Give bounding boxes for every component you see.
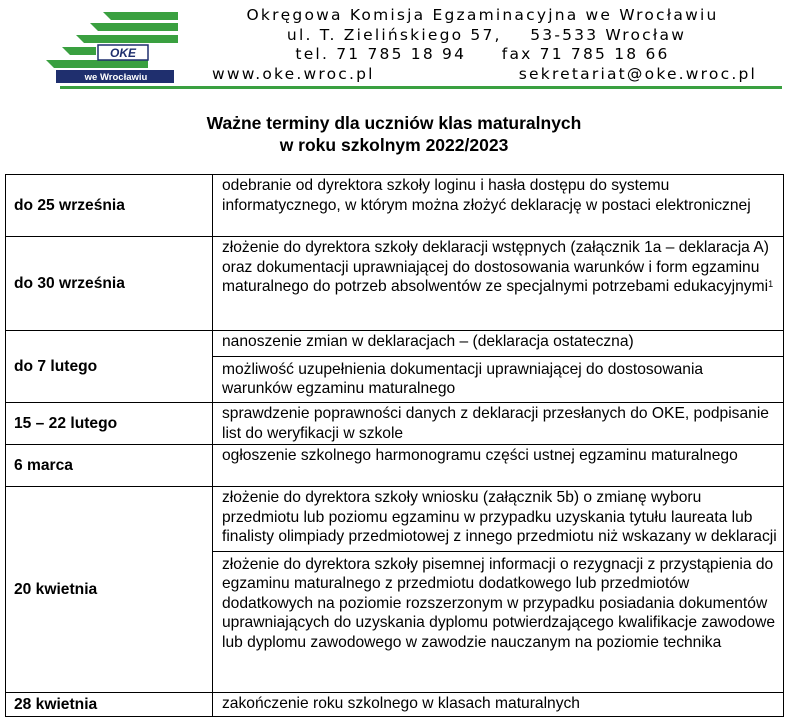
- table-row: [6, 331, 784, 403]
- page-title: [0, 112, 788, 156]
- phone: tel. 71 785 18 94: [295, 45, 467, 63]
- table-row: [6, 175, 784, 237]
- description-cell: zakończenie roku szkolnego w klasach maturalnych: [213, 693, 784, 717]
- title-line-2: w roku szkolnym 2022/2023: [279, 135, 509, 155]
- description-item: możliwość uzupełnienia dokumentacji uprawniającej do dostosowania warunków egzaminu maturalnego: [213, 356, 783, 399]
- table-row: [6, 445, 784, 487]
- table-row: [6, 693, 784, 717]
- date-cell: 20 kwietnia: [6, 487, 213, 693]
- email-link[interactable]: sekretariat@oke.wroc.pl: [518, 64, 757, 83]
- table-row: [6, 237, 784, 331]
- logo-subtext: we Wrocławiu: [84, 72, 148, 83]
- schedule-table: [5, 174, 784, 717]
- description-item: złożenie do dyrektora szkoły pisemnej informacji o rezygnacji z przystąpienia do egzaminu maturalnego z przedmiotu dodatkowego lub przedmiotów dodatkowych na poziomie rozszerzonym w przypadku posiadania dokumentów uprawniających do uzyskania dyplomu potwierdzającego kwalifikacje zawodowe lub dyplomu zawodowego w zawodzie nauczanym na poziomie technika: [213, 551, 783, 653]
- description-item: złożenie do dyrektora szkoły wniosku (załącznik 5b) o zmianę wyboru przedmiotu lub poziomu egzaminu w przypadku uzyskania tytułu laureata lub finalisty olimpiady przedmiotowej z innego przedmiotu niż wskazany w deklaracji: [222, 489, 777, 545]
- website-link[interactable]: www.oke.wroc.pl: [212, 64, 375, 83]
- description-cell: ogłoszenie szkolnego harmonogramu części ustnej egzaminu maturalnego: [213, 445, 784, 487]
- org-address: [190, 26, 775, 46]
- address-city: 53-533 Wrocław: [530, 25, 687, 44]
- footnote-marker: 1: [768, 279, 774, 289]
- logo-text: OKE: [109, 46, 137, 60]
- description-cell: odebranie od dyrektora szkoły loginu i hasła dostępu do systemu informatycznego, w którym można złożyć deklarację w postaci elektronicznej: [213, 175, 784, 237]
- description-cell: [213, 487, 784, 693]
- title-line-1: Ważne terminy dla uczniów klas maturalnych: [206, 113, 582, 133]
- date-cell: do 30 września: [6, 237, 213, 331]
- org-phone-fax: [190, 45, 775, 65]
- date-cell: do 25 września: [6, 175, 213, 237]
- oke-logo: [28, 10, 178, 84]
- description-cell: [213, 237, 784, 331]
- org-name: Okręgowa Komisja Egzaminacyjna we Wrocławiu: [246, 6, 719, 24]
- address-street: ul. T. Zielińskiego 57,: [286, 25, 502, 44]
- description-cell: [213, 331, 784, 403]
- description-text: złożenie do dyrektora szkoły deklaracji wstępnych (załącznik 1a – deklaracja A) oraz dokumentacji uprawniającej do dostosowania warunków i form egzaminu maturalnego do potrzeb absolwentów ze specjalnymi potrzebami edukacyjnymi: [222, 239, 769, 295]
- org-contact: [190, 65, 775, 85]
- date-cell: 6 marca: [6, 445, 213, 487]
- date-cell: 28 kwietnia: [6, 693, 213, 717]
- fax: fax 71 785 18 66: [501, 45, 670, 63]
- table-row: [6, 403, 784, 445]
- table-row: [6, 487, 784, 693]
- description-item: nanoszenie zmian w deklaracjach – (deklaracja ostateczna): [222, 333, 634, 350]
- description-cell: sprawdzenie poprawności danych z deklaracji przesłanych do OKE, podpisanie list do weryfikacji w szkole: [213, 403, 784, 445]
- organization-info: [190, 6, 775, 84]
- header-divider: [60, 86, 782, 89]
- date-cell: 15 – 22 lutego: [6, 403, 213, 445]
- date-cell: do 7 lutego: [6, 331, 213, 403]
